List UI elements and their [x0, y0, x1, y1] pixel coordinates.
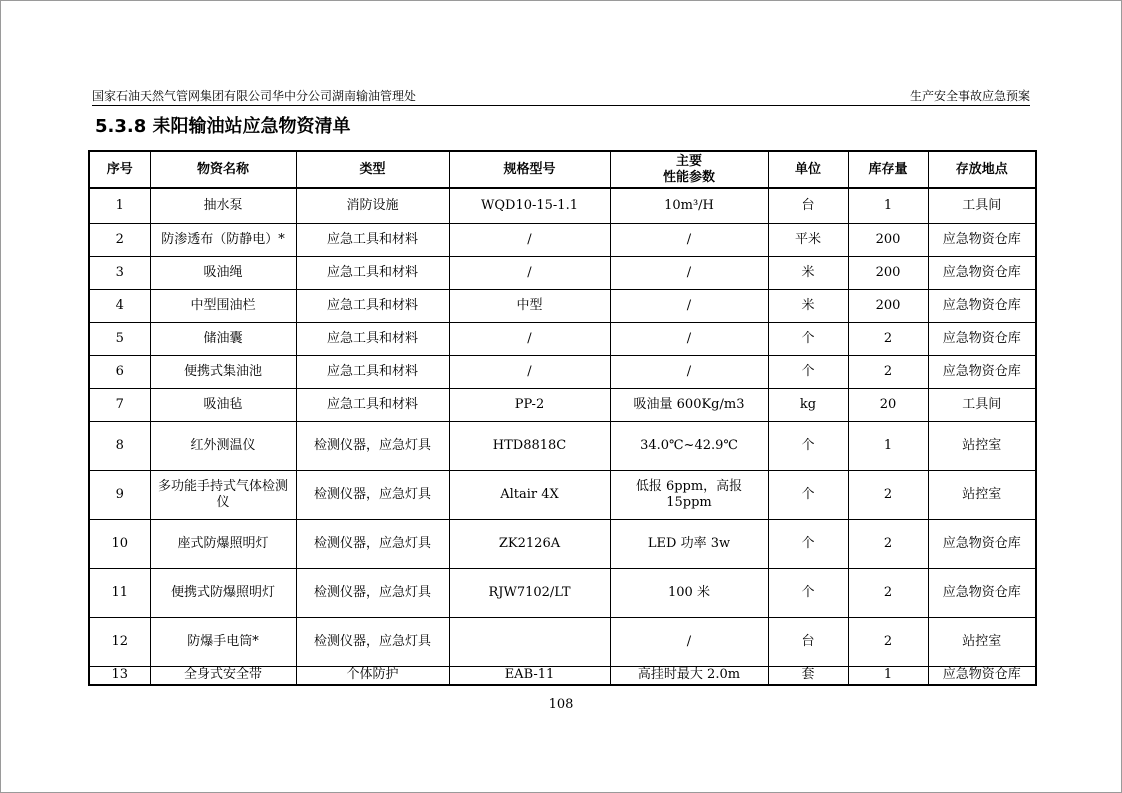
table-cell: 3 [89, 256, 150, 289]
emergency-supplies-table [88, 150, 1037, 686]
table-cell: 检测仪器，应急灯具 [296, 519, 449, 568]
table-cell: 2 [848, 568, 928, 617]
table-cell: 2 [89, 223, 150, 256]
page-number: 108 [548, 697, 574, 712]
table-cell: 应急物资仓库 [928, 568, 1036, 617]
table-cell: 6 [89, 355, 150, 388]
table-cell: 12 [89, 617, 150, 666]
table-cell: 5 [89, 322, 150, 355]
table-cell: 检测仪器，应急灯具 [296, 470, 449, 519]
table-cell: 米 [768, 256, 848, 289]
table-cell: 1 [848, 421, 928, 470]
table-row [89, 355, 1036, 388]
table-cell: 应急工具和材料 [296, 256, 449, 289]
table-cell: / [449, 256, 610, 289]
table-cell: 应急工具和材料 [296, 355, 449, 388]
table-row [89, 223, 1036, 256]
table-cell: kg [768, 388, 848, 421]
table-cell: 应急工具和材料 [296, 223, 449, 256]
column-header: 库存量 [848, 151, 928, 188]
page-header [92, 87, 1030, 106]
table-cell: 个体防护 [296, 666, 449, 685]
table-cell: 9 [89, 470, 150, 519]
table-cell: 工具间 [928, 188, 1036, 223]
table-header-row [89, 151, 1036, 188]
table-cell: 7 [89, 388, 150, 421]
table-cell: / [449, 223, 610, 256]
column-header: 规格型号 [449, 151, 610, 188]
table-cell: 11 [89, 568, 150, 617]
section-title: 5.3.8 耒阳输油站应急物资清单 [95, 116, 351, 137]
table-row [89, 188, 1036, 223]
column-header: 序号 [89, 151, 150, 188]
table-cell: 13 [89, 666, 150, 685]
table-cell: 2 [848, 519, 928, 568]
column-header: 单位 [768, 151, 848, 188]
table-cell: 应急工具和材料 [296, 388, 449, 421]
table-cell: / [610, 355, 768, 388]
table-row [89, 568, 1036, 617]
column-header: 主要 性能参数 [610, 151, 768, 188]
table-cell: 应急物资仓库 [928, 355, 1036, 388]
table-row [89, 388, 1036, 421]
table-cell: 2 [848, 617, 928, 666]
table-cell: 台 [768, 188, 848, 223]
table-cell: 200 [848, 289, 928, 322]
table-cell: / [610, 223, 768, 256]
table-cell: / [449, 322, 610, 355]
table-cell: 应急物资仓库 [928, 289, 1036, 322]
table-cell: 个 [768, 355, 848, 388]
table-row [89, 666, 1036, 685]
table-cell: 应急工具和材料 [296, 289, 449, 322]
table-cell: 中型 [449, 289, 610, 322]
table-cell: 站控室 [928, 470, 1036, 519]
table-cell: 红外测温仪 [150, 421, 296, 470]
table-row [89, 519, 1036, 568]
table-cell: 1 [89, 188, 150, 223]
table-cell: 吸油毡 [150, 388, 296, 421]
table-cell: / [610, 289, 768, 322]
table-cell: 台 [768, 617, 848, 666]
table-cell: 吸油量 600Kg/m3 [610, 388, 768, 421]
table-cell: LED 功率 3w [610, 519, 768, 568]
table-cell: / [610, 617, 768, 666]
table-cell: 站控室 [928, 421, 1036, 470]
table-cell: 个 [768, 421, 848, 470]
table-cell: 应急物资仓库 [928, 223, 1036, 256]
table-cell: 站控室 [928, 617, 1036, 666]
table-cell: / [610, 256, 768, 289]
table-cell: 200 [848, 256, 928, 289]
table-row [89, 470, 1036, 519]
table-cell: HTD8818C [449, 421, 610, 470]
table-cell: 检测仪器，应急灯具 [296, 568, 449, 617]
table-cell: 10 [89, 519, 150, 568]
table-cell: 34.0℃~42.9℃ [610, 421, 768, 470]
table-cell: 1 [848, 666, 928, 685]
table-cell: 吸油绳 [150, 256, 296, 289]
table-cell: 应急物资仓库 [928, 322, 1036, 355]
table-cell: 1 [848, 188, 928, 223]
table-cell: 10m³/H [610, 188, 768, 223]
table-cell: 低报 6ppm，高报 15ppm [610, 470, 768, 519]
column-header: 类型 [296, 151, 449, 188]
table-cell: WQD10-15-1.1 [449, 188, 610, 223]
table-cell: 个 [768, 519, 848, 568]
table-cell: 应急物资仓库 [928, 256, 1036, 289]
table-cell: 全身式安全带 [150, 666, 296, 685]
table-cell: ZK2126A [449, 519, 610, 568]
table-body [89, 188, 1036, 685]
table-cell: 防爆手电筒* [150, 617, 296, 666]
table-cell: 多功能手持式气体检测仪 [150, 470, 296, 519]
table-cell: 应急工具和材料 [296, 322, 449, 355]
table-cell: PP-2 [449, 388, 610, 421]
table-cell: 个 [768, 322, 848, 355]
column-header: 物资名称 [150, 151, 296, 188]
table-cell: 米 [768, 289, 848, 322]
table-cell: 8 [89, 421, 150, 470]
header-document-title: 生产安全事故应急预案 [909, 89, 1030, 103]
table-cell: 应急物资仓库 [928, 519, 1036, 568]
table-cell: 工具间 [928, 388, 1036, 421]
table-cell: 100 米 [610, 568, 768, 617]
table-cell: 2 [848, 322, 928, 355]
table-row [89, 421, 1036, 470]
table-cell: 座式防爆照明灯 [150, 519, 296, 568]
table-cell: 抽水泵 [150, 188, 296, 223]
table-cell: 便携式防爆照明灯 [150, 568, 296, 617]
table-cell: 2 [848, 470, 928, 519]
header-organization: 国家石油天然气管网集团有限公司华中分公司湖南输油管理处 [92, 89, 417, 103]
table-cell: / [610, 322, 768, 355]
table-cell: 检测仪器，应急灯具 [296, 617, 449, 666]
table-cell: 高挂时最大 2.0m [610, 666, 768, 685]
table-row [89, 289, 1036, 322]
table-cell: 4 [89, 289, 150, 322]
table-cell: / [449, 355, 610, 388]
table-cell: RJW7102/LT [449, 568, 610, 617]
table-row [89, 617, 1036, 666]
table-cell: 检测仪器，应急灯具 [296, 421, 449, 470]
table-cell: 便携式集油池 [150, 355, 296, 388]
table-cell: 20 [848, 388, 928, 421]
table-row [89, 322, 1036, 355]
table-cell: 个 [768, 568, 848, 617]
table-cell: 消防设施 [296, 188, 449, 223]
table-cell: 200 [848, 223, 928, 256]
table-cell: 防渗透布（防静电）* [150, 223, 296, 256]
table-cell: 中型围油栏 [150, 289, 296, 322]
column-header: 存放地点 [928, 151, 1036, 188]
table-cell: Altair 4X [449, 470, 610, 519]
table-cell: 平米 [768, 223, 848, 256]
table-cell: 储油囊 [150, 322, 296, 355]
table-cell: 个 [768, 470, 848, 519]
table-cell: 套 [768, 666, 848, 685]
table-cell: 2 [848, 355, 928, 388]
table-cell [449, 617, 610, 666]
table-cell: EAB-11 [449, 666, 610, 685]
table-row [89, 256, 1036, 289]
table-cell: 应急物资仓库 [928, 666, 1036, 685]
